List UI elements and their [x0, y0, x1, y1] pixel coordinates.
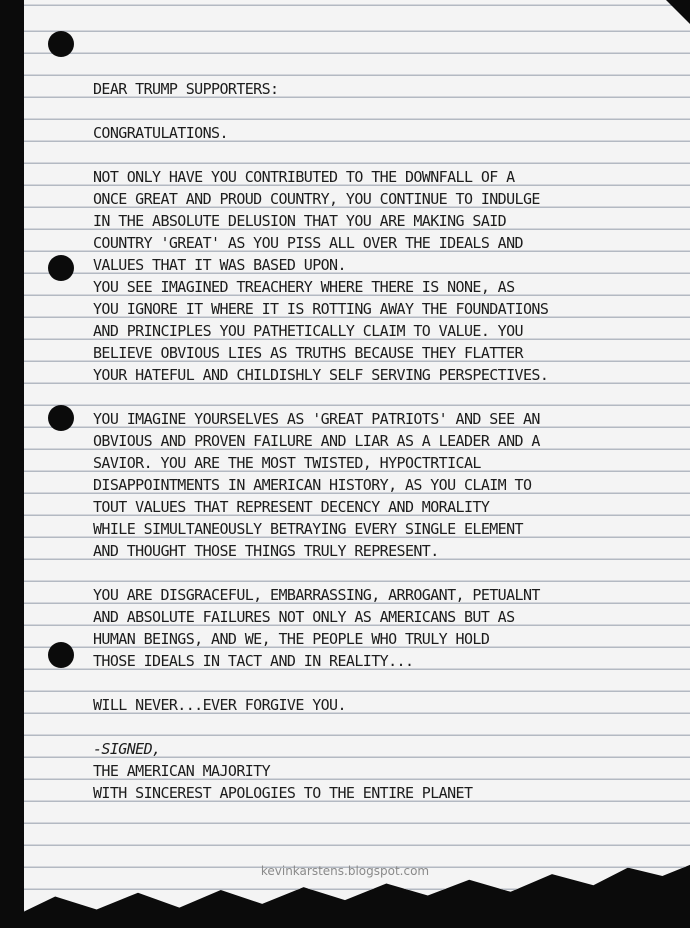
perforation-mark: [10, 557, 24, 565]
perforation-mark: [10, 881, 24, 889]
perforation-mark: [10, 281, 24, 289]
perforation-mark: [10, 395, 24, 403]
binder-hole-2: [48, 255, 74, 281]
paragraph-line: HUMAN BEINGS, AND WE, THE PEOPLE WHO TRULY HOLD: [93, 630, 490, 648]
paragraph-line: YOU IGNORE IT WHERE IT IS ROTTING AWAY THE FOUNDATIONS: [93, 300, 549, 318]
letter-body: [93, 78, 673, 804]
perforation-mark: [10, 6, 24, 14]
perforation-mark: [10, 265, 24, 273]
paragraph-line: SAVIOR. YOU ARE THE MOST TWISTED, HYPOCTRTICAL: [93, 454, 481, 472]
paragraph-line: BELIEVE OBVIOUS LIES AS TRUTHS BECAUSE THEY FLATTER: [93, 344, 523, 362]
paragraph-line: TOUT VALUES THAT REPRESENT DECENCY AND MORALITY: [93, 498, 490, 516]
perforation-mark: [10, 541, 24, 549]
paragraph-line: ONCE GREAT AND PROUD COUNTRY, YOU CONTINUE TO INDULGE: [93, 190, 540, 208]
perforation-mark: [10, 605, 24, 613]
perforation-mark: [10, 686, 24, 694]
perforation-mark: [10, 22, 24, 30]
perforation-mark: [10, 443, 24, 451]
perforation-mark: [10, 119, 24, 127]
perforation-mark: [10, 751, 24, 759]
perforation-mark: [10, 298, 24, 306]
perforation-mark: [10, 638, 24, 646]
perforation-mark: [10, 217, 24, 225]
perforation-mark: [10, 38, 24, 46]
paragraph-line: NOT ONLY HAVE YOU CONTRIBUTED TO THE DOWNFALL OF A: [93, 168, 515, 186]
perforation-mark: [10, 703, 24, 711]
binder-hole-1: [48, 31, 74, 57]
signed-label: -SIGNED,: [93, 740, 161, 758]
paragraph-4: [93, 584, 673, 672]
perforation-mark: [10, 71, 24, 79]
perforation-mark: [10, 330, 24, 338]
perforation-mark: [10, 816, 24, 824]
perforation-mark: [10, 492, 24, 500]
paragraph-line: YOU IMAGINE YOURSELVES AS 'GREAT PATRIOTS' AND SEE AN: [93, 410, 540, 428]
perforation-mark: [10, 589, 24, 597]
paragraph-line: VALUES THAT IT WAS BASED UPON.: [93, 256, 346, 274]
paragraph-line: COUNTRY 'GREAT' AS YOU PISS ALL OVER THE IDEALS AND: [93, 234, 523, 252]
paragraph-line: THOSE IDEALS IN TACT AND IN REALITY...: [93, 652, 414, 670]
perforation-mark: [10, 411, 24, 419]
paragraph-1: [93, 166, 673, 276]
paragraph-2: [93, 276, 673, 386]
perforation-mark: [10, 670, 24, 678]
perforation-mark: [10, 427, 24, 435]
perforation-mark: [10, 136, 24, 144]
paragraph-line: WHILE SIMULTANEOUSLY BETRAYING EVERY SINGLE ELEMENT: [93, 520, 523, 538]
perforation-mark: [10, 184, 24, 192]
perforation-mark: [10, 379, 24, 387]
paragraph-3: [93, 408, 673, 562]
perforation-mark: [10, 832, 24, 840]
perforation-mark: [10, 103, 24, 111]
perforation-mark: [10, 508, 24, 516]
perforation-mark: [10, 152, 24, 160]
perforation-mark: [10, 200, 24, 208]
perforation-mark: [10, 460, 24, 468]
paragraph-line: AND PRINCIPLES YOU PATHETICALLY CLAIM TO VALUE. YOU: [93, 322, 523, 340]
paragraph-line: DISAPPOINTMENTS IN AMERICAN HISTORY, AS YOU CLAIM TO: [93, 476, 532, 494]
closing-line: WILL NEVER...EVER FORGIVE YOU.: [93, 696, 346, 714]
perforation-mark: [10, 314, 24, 322]
perforation-mark: [10, 476, 24, 484]
binder-hole-4: [48, 642, 74, 668]
binder-hole-3: [48, 405, 74, 431]
perforation-mark: [10, 848, 24, 856]
paragraph-line: IN THE ABSOLUTE DELUSION THAT YOU ARE MAKING SAID: [93, 212, 507, 230]
paragraph-line: AND ABSOLUTE FAILURES NOT ONLY AS AMERICANS BUT AS: [93, 608, 515, 626]
perforation-mark: [10, 233, 24, 241]
signature-line: THE AMERICAN MAJORITY: [93, 762, 271, 780]
watermark: kevinkarstens.blogspot.com: [260, 864, 430, 878]
perforation-mark: [10, 800, 24, 808]
perforation-mark: [10, 897, 24, 905]
perforation-mark: [10, 362, 24, 370]
perforation-mark: [10, 622, 24, 630]
signature-line: WITH SINCEREST APOLOGIES TO THE ENTIRE PLANET: [93, 784, 473, 802]
perforation-mark: [10, 524, 24, 532]
paragraph-line: YOU ARE DISGRACEFUL, EMBARRASSING, ARROGANT, PETUALNT: [93, 586, 540, 604]
perforation-mark: [10, 249, 24, 257]
perforation-mark: [10, 55, 24, 63]
paragraph-line: AND THOUGHT THOSE THINGS TRULY REPRESENT.: [93, 542, 439, 560]
perforation-mark: [10, 168, 24, 176]
perforation-mark: [10, 87, 24, 95]
perforation-mark: [10, 735, 24, 743]
paragraph-line: YOUR HATEFUL AND CHILDISHLY SELF SERVING PERSPECTIVES.: [93, 366, 549, 384]
paragraph-line: OBVIOUS AND PROVEN FAILURE AND LIAR AS A LEADER AND A: [93, 432, 540, 450]
perforation-mark: [10, 654, 24, 662]
greeting: DEAR TRUMP SUPPORTERS:: [93, 80, 279, 98]
paragraph-line: YOU SEE IMAGINED TREACHERY WHERE THERE IS NONE, AS: [93, 278, 515, 296]
perforation-mark: [10, 767, 24, 775]
perforation-mark: [10, 573, 24, 581]
perforation-mark: [10, 719, 24, 727]
perforation-mark: [10, 784, 24, 792]
opening-line: CONGRATULATIONS.: [93, 124, 228, 142]
perforation-mark: [10, 346, 24, 354]
